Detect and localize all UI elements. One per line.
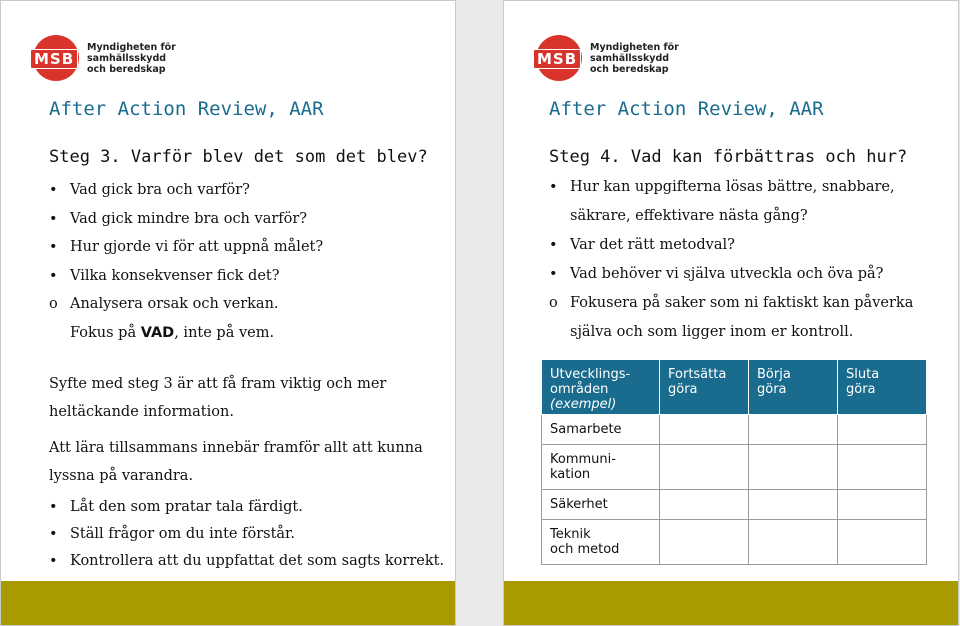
improvement-list (549, 173, 913, 347)
slide-title: After Action Review, AAR (49, 98, 324, 120)
step-heading: Steg 4. Vad kan förbättras och hur? (549, 147, 908, 167)
slide-left (0, 0, 456, 626)
table-row (542, 415, 927, 445)
improvement-table (541, 359, 927, 565)
header-cell-continue: Fortsätta göra (660, 360, 749, 415)
list-item: • Vilka konsekvenser fick det? (49, 267, 280, 284)
list-item: • Hur kan uppgifterna lösas bättre, snabbare, säkrare, effektivare nästa gång? (549, 179, 895, 224)
header-cell-areas: Utvecklings- områden (exempel) (542, 360, 660, 415)
msb-logo-mark: MSB (33, 35, 79, 81)
slide-title: After Action Review, AAR (549, 98, 824, 120)
table-row (542, 520, 927, 565)
learning-text: Att lära tillsammans innebär framför allt att kunna lyssna på varandra. (49, 440, 423, 484)
list-item: o Analysera orsak och verkan. (49, 296, 279, 313)
msb-logo (536, 35, 679, 81)
row-label: Teknik och metod (542, 520, 660, 565)
list-item: • Var det rätt metodval? (549, 237, 735, 253)
list-item: • Låt den som pratar tala färdigt. (49, 499, 303, 515)
row-label: Samarbete (542, 415, 660, 445)
list-item: • Vad behöver vi själva utveckla och öva på? (549, 266, 884, 282)
step-heading: Steg 3. Varför blev det som det blev? (49, 147, 428, 167)
slide-right (503, 0, 959, 626)
slide-footer-bar (504, 581, 958, 625)
list-item: • Vad gick mindre bra och varför? (49, 210, 308, 227)
focus-line: Fokus på VAD, inte på vem. (70, 324, 275, 341)
list-item: • Kontrollera att du uppfattat det som sagts korrekt. (49, 553, 445, 569)
purpose-text: Syfte med steg 3 är att få fram viktig och mer heltäckande information. (49, 376, 387, 420)
row-label: Säkerhet (542, 490, 660, 520)
table-row (542, 445, 927, 490)
list-item: • Hur gjorde vi för att uppnå målet? (49, 239, 324, 256)
question-list (49, 176, 323, 348)
tips-list (49, 494, 444, 575)
msb-logo (33, 35, 176, 81)
list-item: • Ställ frågor om du inte förstår. (49, 526, 295, 542)
list-item: • Vad gick bra och varför? (49, 182, 250, 198)
header-cell-start: Börja göra (749, 360, 838, 415)
msb-logo-mark: MSB (536, 35, 582, 81)
header-cell-stop: Sluta göra (838, 360, 927, 415)
table-row (542, 490, 927, 520)
slide-footer-bar (1, 581, 455, 625)
list-item: o Fokusera på saker som ni faktiskt kan påverka själva och som ligger inom er kontroll. (549, 295, 914, 340)
row-label: Kommuni- kation (542, 445, 660, 490)
table-header-row (542, 360, 927, 415)
msb-logo-text: Myndigheten för samhällsskydd och beredskap (87, 41, 176, 75)
msb-logo-text: Myndigheten för samhällsskydd och beredskap (590, 41, 679, 75)
